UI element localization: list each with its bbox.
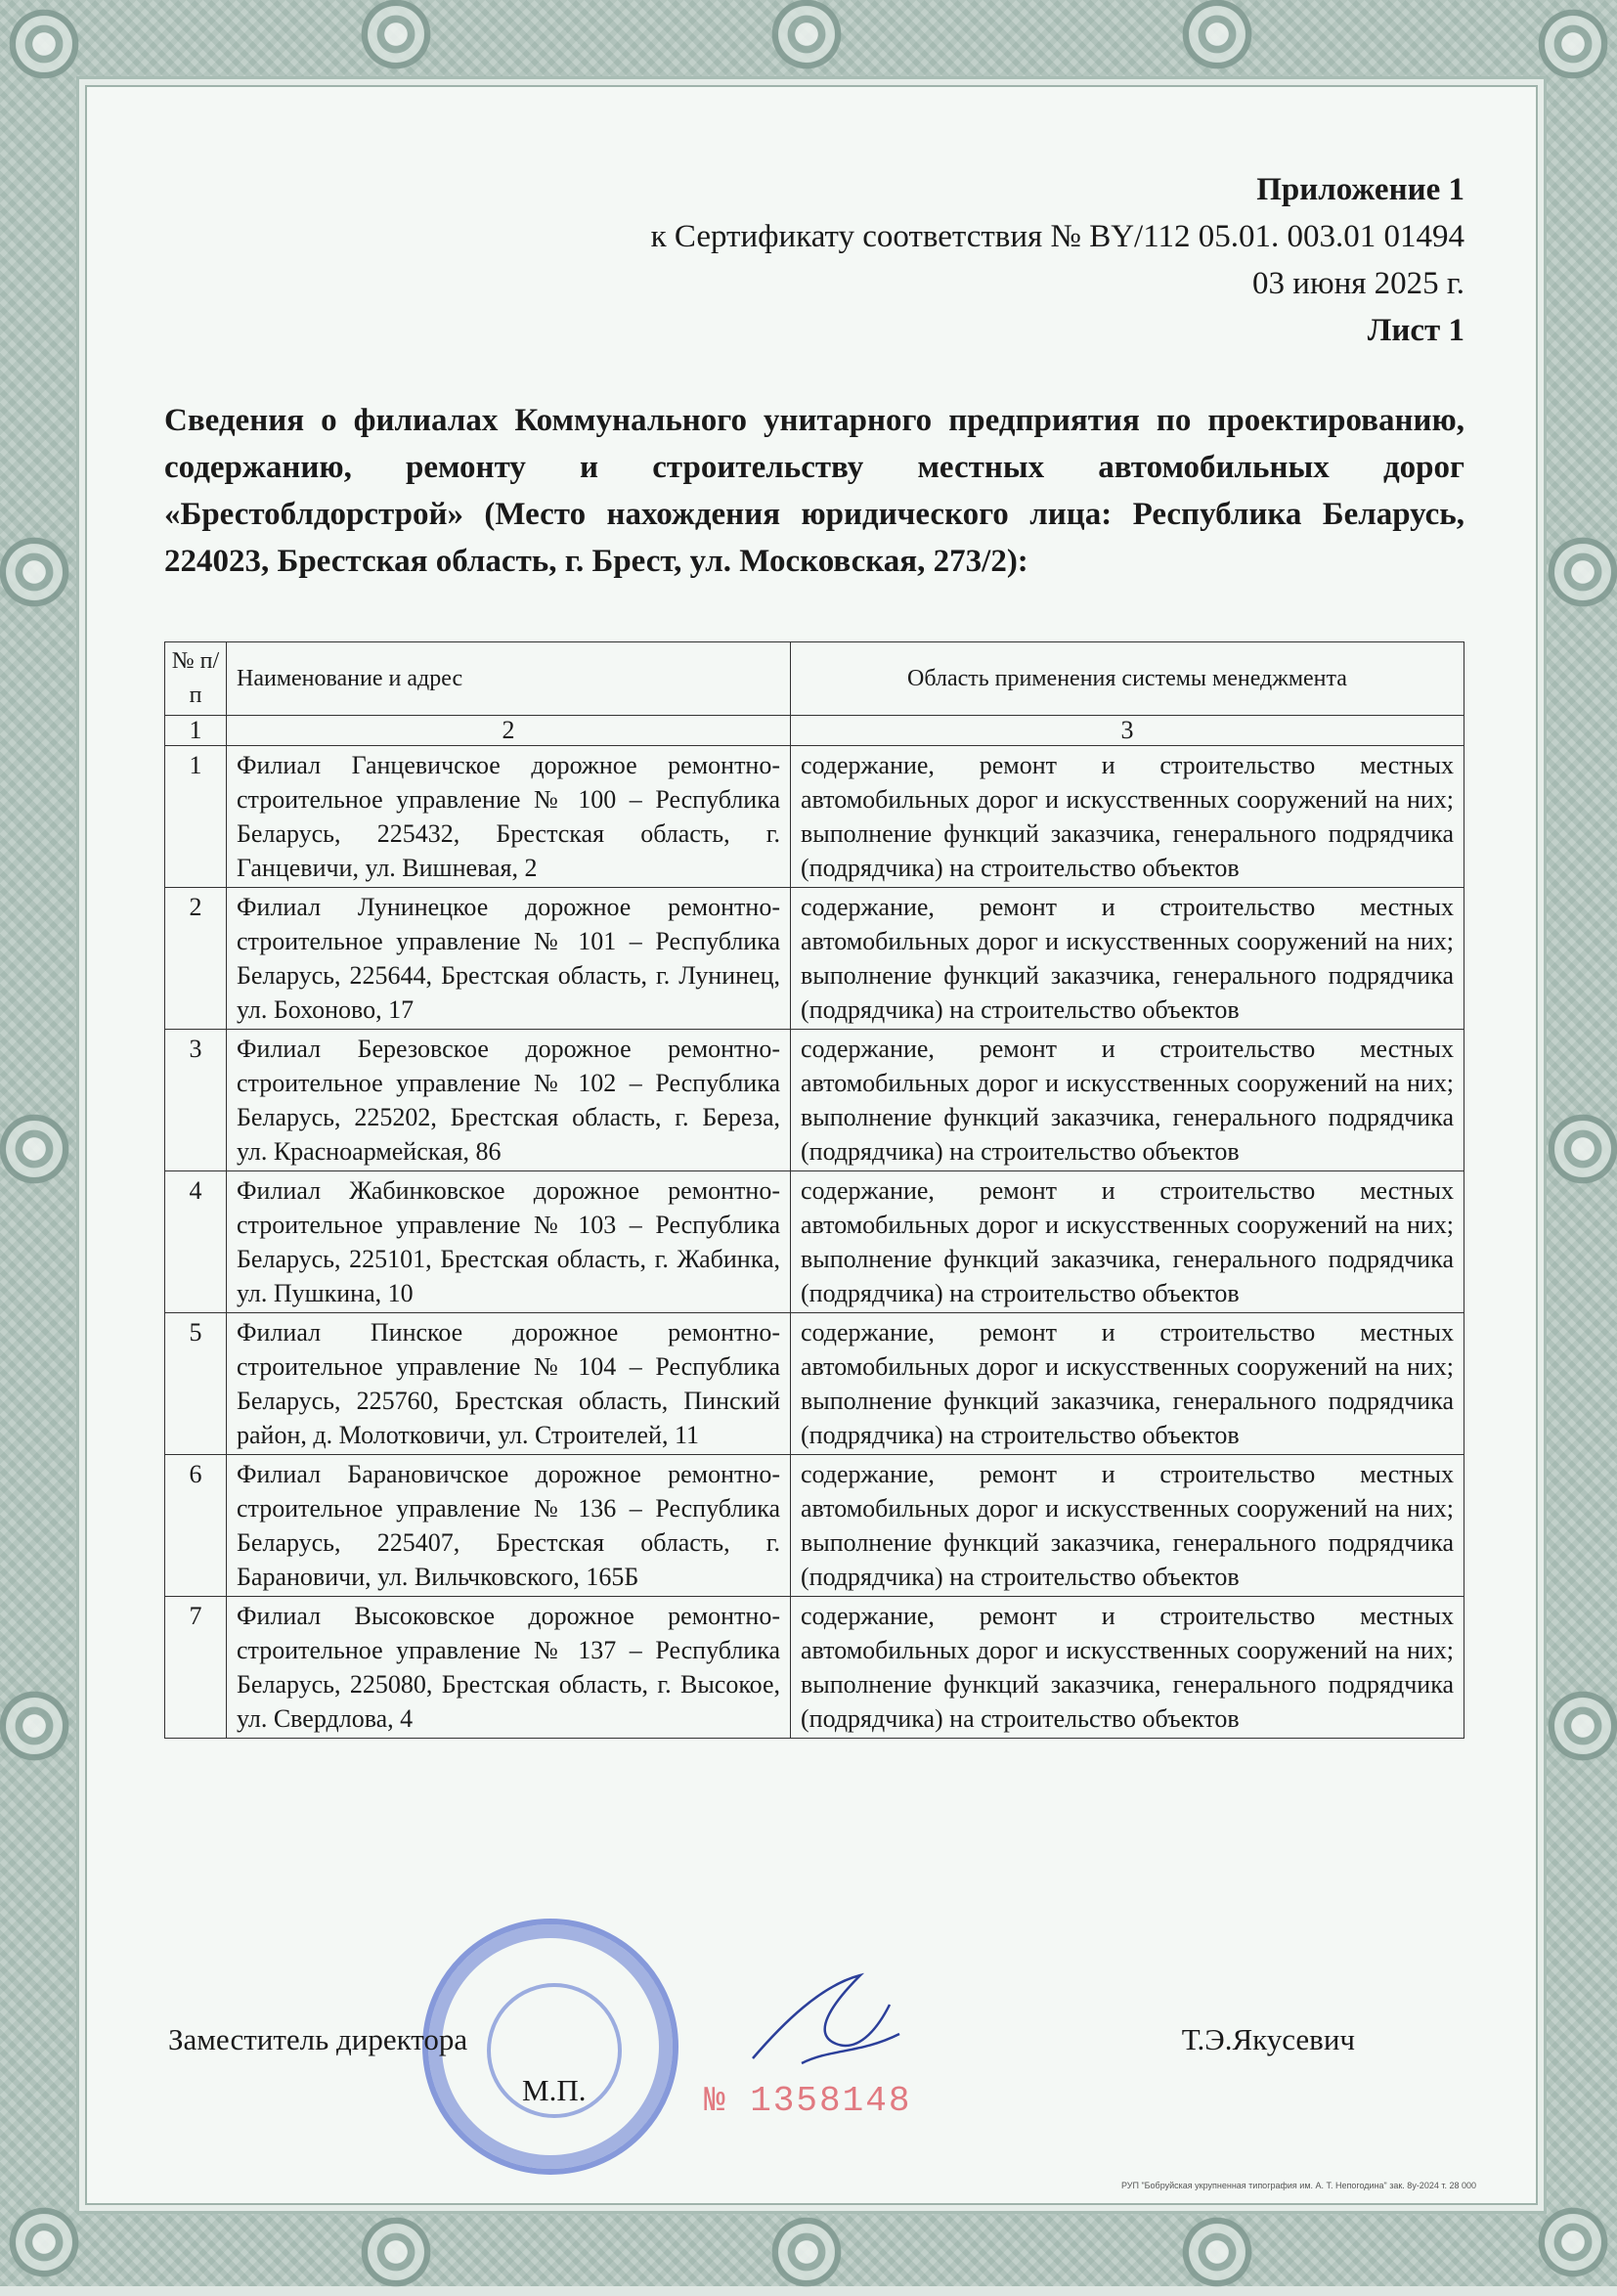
row-number: 2 bbox=[165, 888, 227, 1030]
row-number: 3 bbox=[165, 1030, 227, 1171]
rosette-ornament bbox=[352, 2208, 440, 2296]
sheet-number: Лист 1 bbox=[1367, 313, 1464, 348]
rosette-ornament bbox=[0, 2198, 88, 2286]
row-number: 7 bbox=[165, 1597, 227, 1739]
header-scope: Область применения системы менеджмента bbox=[791, 642, 1464, 716]
rosette-ornament bbox=[1539, 1105, 1617, 1193]
row-number: 4 bbox=[165, 1171, 227, 1313]
rosette-ornament bbox=[0, 0, 88, 88]
rosette-ornament bbox=[1173, 0, 1261, 78]
branches-table bbox=[164, 641, 1464, 1739]
rosette-ornament bbox=[0, 528, 78, 616]
printer-imprint: РУП "Бобруйская укрупненная типография им. А. Т. Непогодина" зак. 8у-2024 т. 28 000 bbox=[1120, 2181, 1476, 2190]
row-number: 1 bbox=[165, 746, 227, 888]
handwritten-signature bbox=[743, 1965, 909, 2083]
branch-scope: содержание, ремонт и строительство местных автомобильных дорог и искусственных сооружений на них; выполнение функций заказчика, генерального подрядчика (подрядчика) на строительство объектов bbox=[791, 1030, 1464, 1171]
branch-scope: содержание, ремонт и строительство местных автомобильных дорог и искусственных сооружений на них; выполнение функций заказчика, генерального подрядчика (подрядчика) на строительство объектов bbox=[791, 746, 1464, 888]
table-row bbox=[165, 1597, 1464, 1739]
certificate-reference: к Сертификату соответствия № BY/112 05.01. 003.01 01494 bbox=[650, 219, 1464, 254]
rosette-ornament bbox=[1539, 528, 1617, 616]
column-index: 2 bbox=[227, 716, 791, 746]
seal-place-mark: М.П. bbox=[522, 2073, 587, 2107]
branch-scope: содержание, ремонт и строительство местных автомобильных дорог и искусственных сооружений на них; выполнение функций заказчика, генерального подрядчика (подрядчика) на строительство объектов bbox=[791, 888, 1464, 1030]
column-index: 1 bbox=[165, 716, 227, 746]
branch-name-address: Филиал Ганцевичское дорожное ремонтно-строительное управление № 100 – Республика Беларусь, 225432, Брестская область, г. Ганцевичи, ул. Вишневая, 2 bbox=[227, 746, 791, 888]
signatory-name: Т.Э.Якусевич bbox=[1181, 2022, 1355, 2056]
rosette-ornament bbox=[0, 1682, 78, 1770]
column-index: 3 bbox=[791, 716, 1464, 746]
branch-name-address: Филиал Лунинецкое дорожное ремонтно-строительное управление № 101 – Республика Беларусь, 225644, Брестская область, г. Лунинец, ул. Бохоново, 17 bbox=[227, 888, 791, 1030]
branch-name-address: Филиал Пинское дорожное ремонтно-строительное управление № 104 – Республика Беларусь, 225760, Брестская область, Пинский район, д. Молотковичи, ул. Строителей, 11 bbox=[227, 1313, 791, 1455]
branch-name-address: Филиал Березовское дорожное ремонтно-строительное управление № 102 – Республика Беларусь, 225202, Брестская область, г. Береза, ул. Красноармейская, 86 bbox=[227, 1030, 791, 1171]
branch-scope: содержание, ремонт и строительство местных автомобильных дорог и искусственных сооружений на них; выполнение функций заказчика, генерального подрядчика (подрядчика) на строительство объектов bbox=[791, 1313, 1464, 1455]
rosette-ornament bbox=[763, 0, 851, 78]
branch-scope: содержание, ремонт и строительство местных автомобильных дорог и искусственных сооружений на них; выполнение функций заказчика, генерального подрядчика (подрядчика) на строительство объектов bbox=[791, 1171, 1464, 1313]
table-row bbox=[165, 1171, 1464, 1313]
table-row bbox=[165, 746, 1464, 888]
certificate-date: 03 июня 2025 г. bbox=[1252, 266, 1464, 301]
table-row bbox=[165, 888, 1464, 1030]
branch-name-address: Филиал Жабинковское дорожное ремонтно-строительное управление № 103 – Республика Беларусь, 225101, Брестская область, г. Жабинка, ул. Пушкина, 10 bbox=[227, 1171, 791, 1313]
branch-name-address: Филиал Высоковское дорожное ремонтно-строительное управление № 137 – Республика Беларусь, 225080, Брестская область, г. Высокое, ул. Свердлова, 4 bbox=[227, 1597, 791, 1739]
rosette-ornament bbox=[1173, 2208, 1261, 2296]
branch-scope: содержание, ремонт и строительство местных автомобильных дорог и искусственных сооружений на них; выполнение функций заказчика, генерального подрядчика (подрядчика) на строительство объектов bbox=[791, 1455, 1464, 1597]
header-name-address: Наименование и адрес bbox=[227, 642, 791, 716]
table-row bbox=[165, 1313, 1464, 1455]
intro-paragraph: Сведения о филиалах Коммунального унитарного предприятия по проектированию, содержанию, ремонту и строительству местных автомобильных дорог «Брестоблдорстрой» (Место нахождения юридического лица: Республика Беларусь, 224023, Брестская область, г. Брест, ул. Московская, 273/2): bbox=[164, 403, 1464, 579]
appendix-header bbox=[164, 166, 1464, 354]
branch-scope: содержание, ремонт и строительство местных автомобильных дорог и искусственных сооружений на них; выполнение функций заказчика, генерального подрядчика (подрядчика) на строительство объектов bbox=[791, 1597, 1464, 1739]
table-row bbox=[165, 1030, 1464, 1171]
row-number: 5 bbox=[165, 1313, 227, 1455]
table-row bbox=[165, 1455, 1464, 1597]
header-number: № п/п bbox=[165, 642, 227, 716]
rosette-ornament bbox=[1529, 0, 1617, 88]
rosette-ornament bbox=[763, 2208, 851, 2296]
form-serial-number: № 1358148 bbox=[704, 2081, 912, 2121]
rosette-ornament bbox=[352, 0, 440, 78]
column-index-row bbox=[165, 716, 1464, 746]
appendix-title: Приложение 1 bbox=[1256, 172, 1464, 207]
row-number: 6 bbox=[165, 1455, 227, 1597]
branch-name-address: Филиал Барановичское дорожное ремонтно-строительное управление № 136 – Республика Беларусь, 225407, Брестская область, г. Барановичи, ул. Вильчковского, 165Б bbox=[227, 1455, 791, 1597]
rosette-ornament bbox=[1539, 1682, 1617, 1770]
signatory-position: Заместитель директора bbox=[168, 2022, 468, 2056]
document-body bbox=[164, 166, 1464, 1739]
rosette-ornament bbox=[0, 1105, 78, 1193]
table-header-row bbox=[165, 642, 1464, 716]
